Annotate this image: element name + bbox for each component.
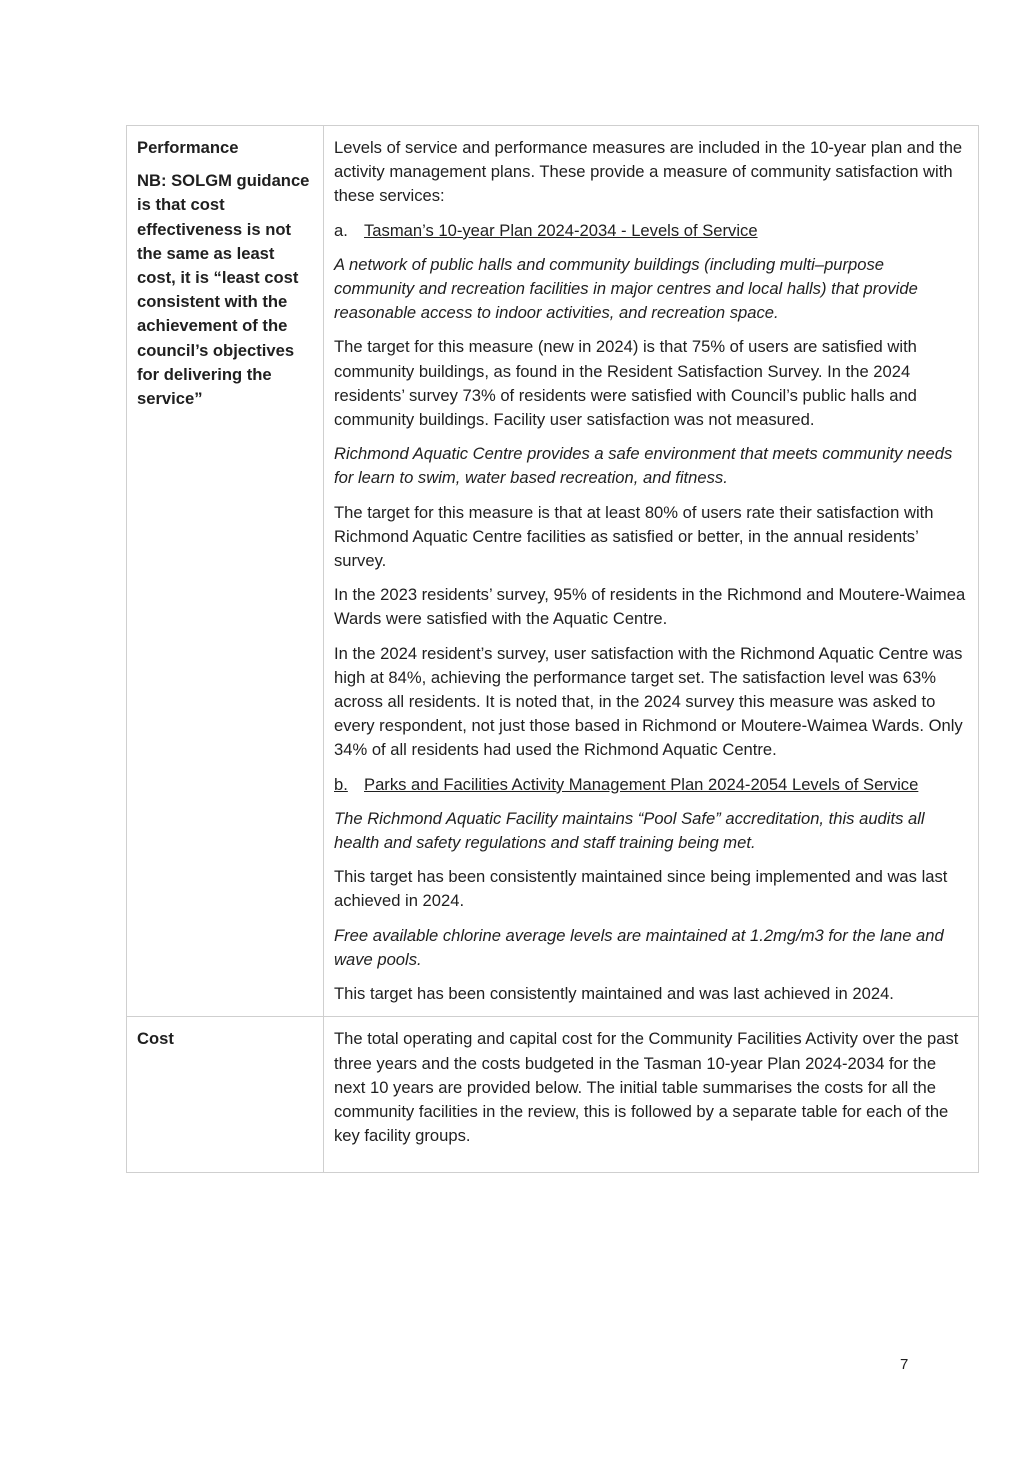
performance-content-cell [324, 126, 979, 1017]
assessment-table [126, 125, 979, 1173]
target-pool-safe: This target has been consistently maintained since being implemented and was last achieved in 2024. [334, 867, 948, 911]
result-2024-survey: In the 2024 resident’s survey, user satisfaction with the Richmond Aquatic Centre was high at 84%, achieving the performance target set. The satisfaction level was 63% across all residents. It is noted that, in the 2024 survey this measure was asked to every respondent, not just those based in Richmond or Moutere-Waimea Wards. Only 34% of all residents had used the Richmond Aquatic Centre. [334, 643, 963, 760]
target-halls: The target for this measure (new in 2024) is that 75% of users are satisfied with community buildings, as found in the Resident Satisfaction Survey. In the 2024 residents’ survey 73% of residents were satisfied with Council’s public halls and community buildings. Facility user satisfaction was not measured. [334, 337, 917, 430]
measure-halls: A network of public halls and community buildings (including multi–purpose community and recreation facilities in major centres and local halls) that provide reasonable access to indoor activities, and recreation space. [334, 254, 918, 323]
cost-label-cell [127, 1017, 324, 1173]
heading-a-marker: a. [334, 220, 348, 240]
performance-label: Performance [137, 138, 239, 157]
cost-label: Cost [137, 1029, 174, 1049]
measure-chlorine: Free available chlorine average levels are maintained at 1.2mg/m3 for the lane and wave pools. [334, 925, 944, 969]
page-number: 7 [900, 1356, 909, 1373]
solgm-guidance-note: NB: SOLGM guidance is that cost effectiveness is not the same as least cost, it is “least cost consistent with the achievement of the council’s objectives for delivering the service” [137, 171, 310, 409]
heading-b [334, 773, 968, 797]
result-2023-survey: In the 2023 residents’ survey, 95% of residents in the Richmond and Moutere-Waimea Wards were satisfied with the Aquatic Centre. [334, 585, 966, 629]
measure-aquatic-centre: Richmond Aquatic Centre provides a safe environment that meets community needs for learn to swim, water based recreation, and fitness. [334, 444, 953, 488]
measure-pool-safe: The Richmond Aquatic Facility maintains “Pool Safe” accreditation, this audits all health and safety regulations and staff training being met. [334, 808, 925, 853]
performance-intro: Levels of service and performance measures are included in the 10-year plan and the activity management plans. These provide a measure of community satisfaction with these services: [334, 138, 963, 206]
cost-text: The total operating and capital cost for the Community Facilities Activity over the past three years and the costs budgeted in the Tasman 10-year Plan 2024-2034 for the next 10 years are provided below. The initial table summarises the costs for all the community facilities in the review, this is followed by a separate table for each of the key facility groups. [334, 1029, 959, 1146]
heading-a [334, 219, 968, 243]
cost-content-cell [324, 1017, 979, 1173]
target-chlorine: This target has been consistently maintained and was last achieved in 2024. [334, 984, 894, 1004]
performance-row [127, 126, 979, 1017]
performance-label-cell [127, 126, 324, 1017]
heading-b-marker: b. [334, 774, 348, 794]
cost-row [127, 1017, 979, 1173]
heading-b-text: Parks and Facilities Activity Management Plan 2024-2054 Levels of Service [364, 774, 919, 794]
heading-a-text: Tasman’s 10-year Plan 2024-2034 - Levels of Service [364, 220, 758, 240]
target-aquatic-centre: The target for this measure is that at least 80% of users rate their satisfaction with Richmond Aquatic Centre facilities as satisfied or better, in the annual residents’ survey. [334, 502, 934, 571]
